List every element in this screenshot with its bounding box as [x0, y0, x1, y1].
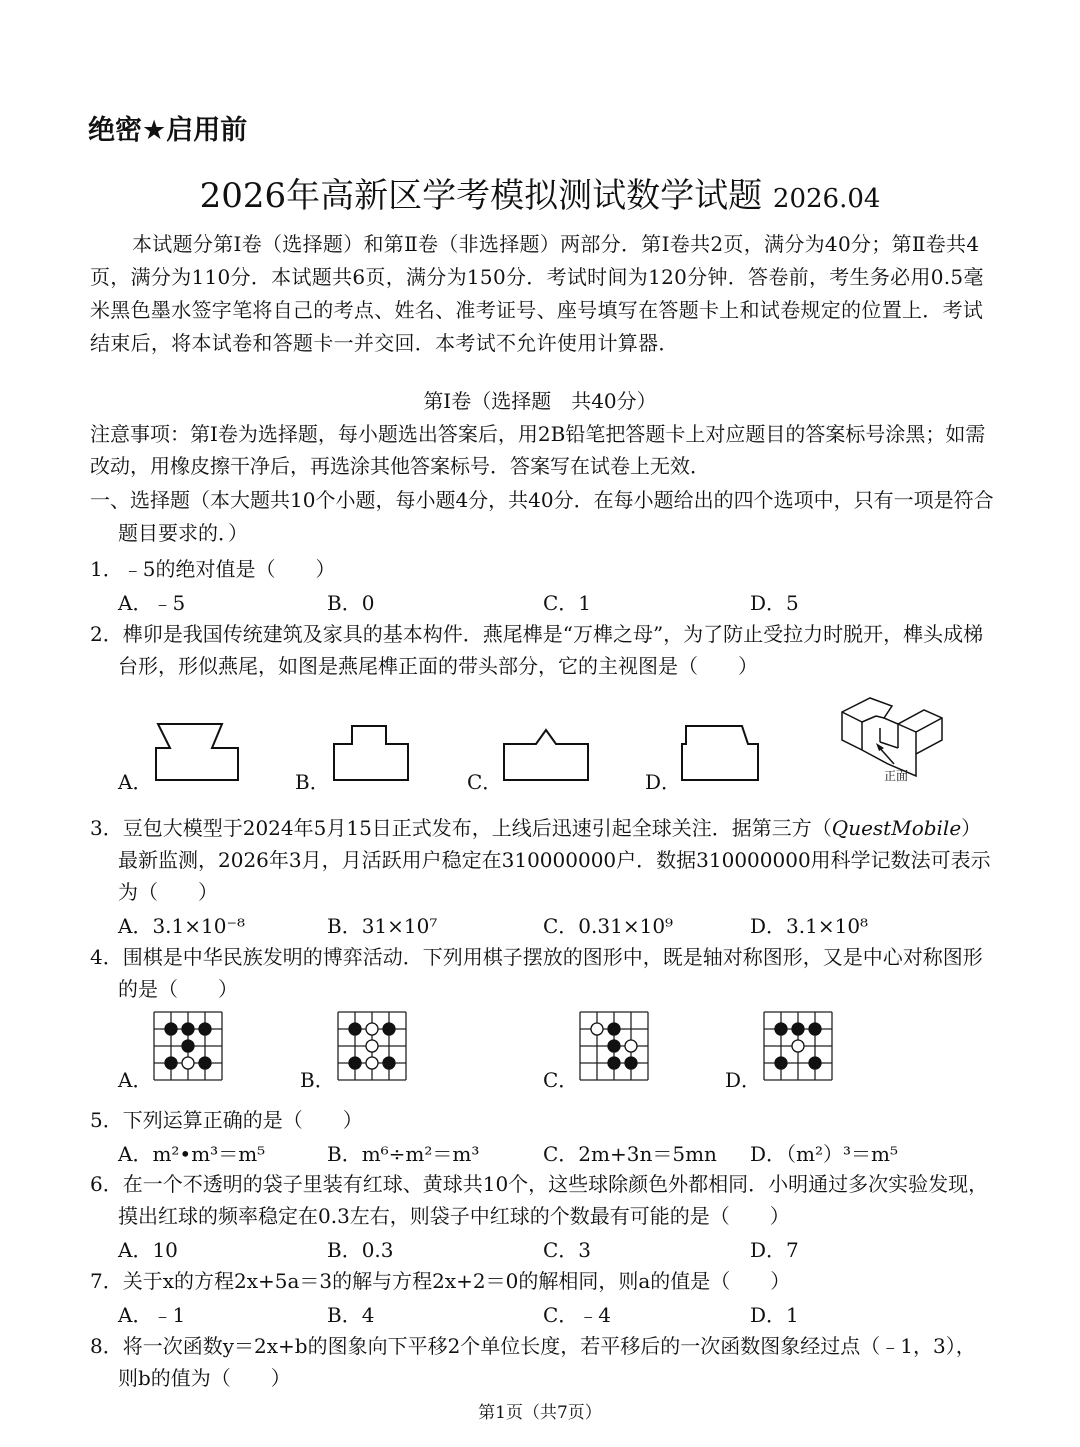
dovetail-joint-diagram [832, 688, 952, 788]
question-3-stem [90, 812, 995, 908]
white-stone [792, 1040, 804, 1052]
q3-option-d: D．3.1×10⁸ [750, 914, 869, 938]
black-stone [608, 1040, 620, 1052]
black-stone [608, 1057, 620, 1069]
black-stone [199, 1023, 211, 1035]
q3-option-a: A．3.1×10⁻⁸ [118, 914, 246, 938]
exam-title [0, 168, 1080, 217]
q5-option-c: C．2m+3n＝5mn [543, 1142, 717, 1166]
q6-option-d: D．7 [750, 1238, 799, 1262]
white-stone [625, 1040, 637, 1052]
q6-option-a: A．10 [118, 1238, 178, 1262]
question-5-stem: 5．下列运算正确的是（ ） [90, 1108, 363, 1132]
q1-option-a: A．﹣5 [118, 591, 186, 615]
black-stone [608, 1023, 620, 1035]
black-stone [182, 1023, 194, 1035]
q2-option-a: A． [118, 770, 153, 794]
white-stone [591, 1023, 603, 1035]
go-board-a [152, 1010, 224, 1082]
q2-option-d: D． [645, 770, 682, 794]
q4-option-a: A． [118, 1068, 153, 1092]
black-stone [165, 1057, 177, 1069]
black-stone [775, 1023, 787, 1035]
white-stone [366, 1040, 378, 1052]
q1-option-c: C．1 [543, 591, 592, 615]
page-footer: 第1页（共7页） [478, 1403, 602, 1423]
front-label: 正面 [884, 769, 909, 783]
q3-option-c: C．0.31×10⁹ [543, 914, 674, 938]
q3-source-name: QuestMobile [831, 816, 962, 840]
black-stone [792, 1023, 804, 1035]
q6-option-b: B．0.3 [327, 1238, 394, 1262]
q2-figure-c [500, 722, 592, 784]
q4-option-b: B． [300, 1068, 335, 1092]
q2-option-c: C． [467, 770, 503, 794]
section-heading: 一、选择题（本大题共10个小题，每小题4分，共40分．在每小题给出的四个选项中，只有一项是符合题目要求的．） [90, 488, 994, 545]
q2-figure-d [678, 718, 762, 784]
q3-stem-part-b: ）最新监测，2026年3月，月活跃用户稳定在310000000户．数据310000000用科学记数法可表示为（ ） [118, 816, 991, 904]
q5-option-b: B．m⁶÷m²＝m³ [327, 1142, 480, 1166]
black-stone [165, 1023, 177, 1035]
black-stone [349, 1023, 361, 1035]
question-4-stem: 4．围棋是中华民族发明的博弈活动．下列用棋子摆放的图形中，既是轴对称图形，又是中心对称图形的是（ ） [90, 945, 983, 1001]
black-stone [383, 1057, 395, 1069]
exam-date: 2026.04 [772, 184, 881, 214]
black-stone [349, 1057, 361, 1069]
question-7-stem: 7．关于x的方程2x+5a＝3的解与方程2x+2＝0的解相同，则a的值是（ ） [90, 1269, 791, 1293]
black-stone [809, 1023, 821, 1035]
q5-option-d: D．（m²）³＝m⁵ [750, 1142, 899, 1166]
part1-title: 第Ⅰ卷（选择题 共40分） [423, 389, 657, 413]
q2-figure-b [330, 722, 412, 784]
black-stone [182, 1040, 194, 1052]
q7-option-a: A．﹣1 [118, 1303, 186, 1327]
question-2-stem: 2．榫卯是我国传统建筑及家具的基本构件．燕尾榫是“万榫之母”，为了防止受拉力时脱开，榫头成梯台形，形似燕尾，如图是燕尾榫正面的带头部分，它的主视图是（ ） [90, 622, 984, 678]
q2-option-b: B． [295, 770, 330, 794]
white-stone [366, 1057, 378, 1069]
go-board-b [336, 1010, 408, 1082]
intro-paragraph: 本试题分第Ⅰ卷（选择题）和第Ⅱ卷（非选择题）两部分．第Ⅰ卷共2页，满分为40分；第Ⅱ卷共4页，满分为110分．本试题共6页，满分为150分．考试时间为120分钟．答卷前，考生务必用0.5毫米黑色墨水签字笔将自己的考点、姓名、准考证号、座号填写在答题卡上和试卷规定的位置上．考试结束后，将本试卷和答题卡一并交回．本考试不允许使用计算器． [90, 232, 984, 355]
confidential-label: 绝密★启用前 [88, 115, 248, 146]
q5-option-a: A．m²•m³＝m⁵ [118, 1142, 266, 1166]
black-stone [625, 1057, 637, 1069]
q3-option-b: B．31×10⁷ [327, 914, 438, 938]
q7-option-d: D．1 [750, 1303, 799, 1327]
q3-stem-part-a: 3．豆包大模型于2024年5月15日正式发布，上线后迅速引起全球关注．据第三方（ [90, 816, 832, 840]
q1-option-d: D．5 [750, 591, 799, 615]
q4-option-d: D． [725, 1068, 762, 1092]
go-board-d [762, 1010, 834, 1082]
q4-option-c: C． [543, 1068, 579, 1092]
q7-option-b: B．4 [327, 1303, 375, 1327]
q6-option-c: C．3 [543, 1238, 592, 1262]
q1-option-b: B．0 [327, 591, 375, 615]
q2-figure-a [150, 722, 242, 784]
black-stone [383, 1023, 395, 1035]
q7-option-c: C．﹣4 [543, 1303, 612, 1327]
go-board-c [578, 1010, 650, 1082]
question-6-stem: 6．在一个不透明的袋子里装有红球、黄球共10个，这些球除颜色外都相同．小明通过多次实验发现，摸出红球的频率稳定在0.3左右，则袋子中红球的个数最有可能的是（ ） [90, 1172, 989, 1228]
black-stone [809, 1057, 821, 1069]
question-1-stem: 1．﹣5的绝对值是（ ） [90, 557, 336, 581]
question-8-stem: 8．将一次函数y＝2x+b的图象向下平移2个单位长度，若平移后的一次函数图象经过点（﹣1，3），则b的值为（ ） [90, 1334, 976, 1390]
white-stone [182, 1057, 194, 1069]
black-stone [199, 1057, 211, 1069]
notice-paragraph: 注意事项：第Ⅰ卷为选择题，每小题选出答案后，用2B铅笔把答题卡上对应题目的答案标号涂黑；如需改动，用橡皮擦干净后，再选涂其他答案标号．答案写在试卷上无效． [90, 422, 986, 478]
black-stone [775, 1057, 787, 1069]
exam-title-text: 2026年高新区学考模拟测试数学试题 [199, 176, 763, 216]
white-stone [366, 1023, 378, 1035]
